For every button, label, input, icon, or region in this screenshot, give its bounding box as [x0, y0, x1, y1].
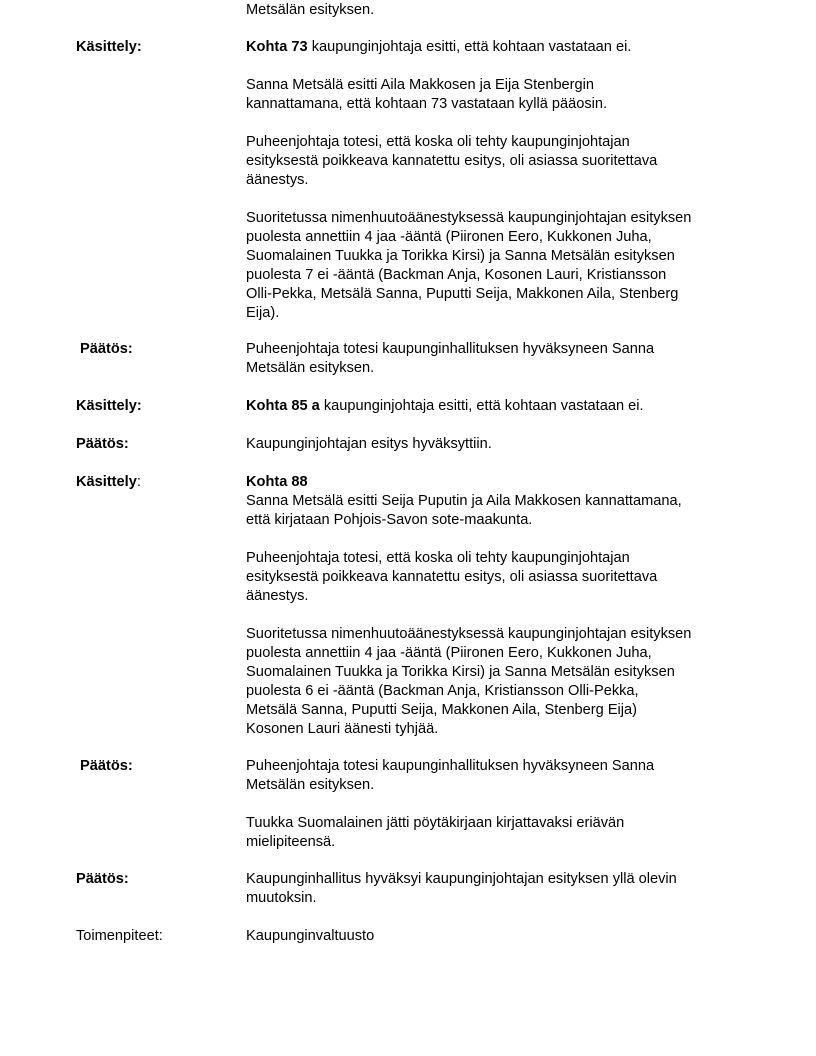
section-label: Käsittely:	[76, 39, 142, 55]
paragraph: Tuukka Suomalainen jätti pöytäkirjaan kirjattavaksi eriävän mielipiteensä.	[246, 815, 625, 850]
section-label: Käsittely:	[76, 398, 142, 414]
paragraph	[246, 38, 746, 57]
content	[246, 397, 746, 416]
paragraph: Sanna Metsälä esitti Aila Makkosen ja Eija Stenbergin kannattamana, että kohtaan 73 vastataan kyllä pääosin.	[246, 77, 608, 112]
section-label: Päätös:	[80, 341, 133, 357]
paragraph: Sanna Metsälä esitti Seija Puputin ja Aila Makkosen kannattamana, että kirjataan Pohjois-Savon sote-maakunta.	[246, 493, 682, 528]
section-label: Toimenpiteet:	[76, 928, 163, 944]
content	[246, 1, 746, 20]
paragraph: Kaupunginvaltuusto	[246, 928, 375, 944]
content	[246, 340, 746, 378]
paragraph	[246, 473, 746, 492]
item-number: Kohta 88	[246, 474, 308, 490]
section-label: Päätös:	[80, 758, 133, 774]
section-label-text: Käsittely	[76, 474, 137, 490]
content	[246, 927, 746, 946]
content	[246, 757, 746, 852]
paragraph: Suoritetussa nimenhuutoäänestyksessä kaupunginjohtajan esityksen puolesta annettiin 4 jaa -ääntä (Piironen Eero, Kukkonen Juha, Suomalainen Tuukka ja Torikka Kirsi) ja Sanna Metsälän esityksen puolesta 6 ei -ääntä (Backman Anja, Kristiansson Olli-Pekka, Metsälä Sanna, Puputti Seija, Makkonen Aila, Stenberg Eija) Kosonen Lauri äänesti tyhjää.	[246, 626, 692, 737]
item-number: Kohta 85 a	[246, 398, 320, 414]
item-number: Kohta 73	[246, 39, 308, 55]
content	[246, 473, 746, 739]
content	[246, 435, 746, 454]
paragraph: Suoritetussa nimenhuutoäänestyksessä kaupunginjohtajan esityksen puolesta annettiin 4 jaa -ääntä (Piironen Eero, Kukkonen Juha, Suomalainen Tuukka ja Torikka Kirsi) ja Sanna Metsälän esityksen puolesta 7 ei -ääntä (Backman Anja, Kosonen Lauri, Kristiansson Olli-Pekka, Metsälä Sanna, Puputti Seija, Makkonen Aila, Stenberg Eija).	[246, 210, 692, 321]
paragraph: Puheenjohtaja totesi kaupunginhallituksen hyväksyneen Sanna Metsälän esityksen.	[246, 758, 655, 793]
paragraph-text: kaupunginjohtaja esitti, että kohtaan vastataan ei.	[307, 39, 632, 55]
paragraph: Metsälän esityksen.	[246, 2, 375, 18]
section-label	[76, 473, 141, 492]
paragraph-text: kaupunginjohtaja esitti, että kohtaan vastataan ei.	[319, 398, 644, 414]
content	[246, 38, 746, 323]
section-label: Päätös:	[76, 871, 129, 887]
section-label: Päätös:	[76, 436, 129, 452]
content	[246, 870, 746, 908]
paragraph: Puheenjohtaja totesi, että koska oli tehty kaupunginjohtajan esityksestä poikkeava kannatettu esitys, oli asiassa suoritettava äänestys.	[246, 134, 658, 188]
paragraph: Puheenjohtaja totesi kaupunginhallituksen hyväksyneen Sanna Metsälän esityksen.	[246, 341, 655, 376]
paragraph: Kaupunginhallitus hyväksyi kaupunginjohtajan esityksen yllä olevin muutoksin.	[246, 871, 677, 906]
paragraph	[246, 397, 746, 416]
paragraph: Puheenjohtaja totesi, että koska oli tehty kaupunginjohtajan esityksestä poikkeava kannatettu esitys, oli asiassa suoritettava äänestys.	[246, 550, 658, 604]
section-label-colon: :	[136, 474, 141, 490]
paragraph: Kaupunginjohtajan esitys hyväksyttiin.	[246, 436, 492, 452]
